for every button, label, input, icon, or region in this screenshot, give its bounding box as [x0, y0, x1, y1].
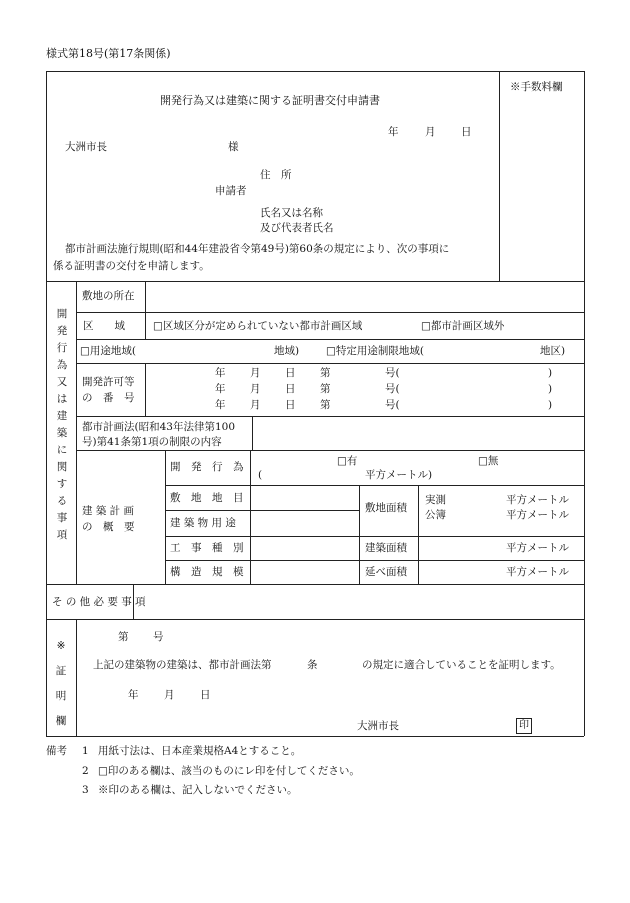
zoning-option-use-district[interactable]: □用途地域( [80, 345, 137, 357]
building-plan-label-divider [165, 450, 166, 584]
structure-scale-label: 構 造 規 模 [170, 566, 244, 578]
row-line-4 [76, 416, 584, 417]
row-line-7 [165, 510, 359, 511]
frame-top [46, 71, 584, 72]
zoning-use-district-end: 地域) [274, 345, 300, 357]
floor-area-label: 延べ面積 [365, 566, 407, 578]
applicant-name-label: 氏名又は名称 [260, 207, 323, 219]
side-label-divider [76, 281, 77, 584]
applicant-label: 申請者 [215, 185, 247, 197]
other-matters-divider [133, 584, 134, 619]
area-division-option-no-classification[interactable]: □区域区分が定められていない都市計画区域 [153, 320, 363, 332]
applicant-representative-label: 及び代表者氏名 [260, 222, 334, 234]
date-month: 月 [425, 126, 436, 138]
development-act-label: 開 発 行 為 [170, 461, 244, 473]
notes-label: 備考 [46, 745, 67, 757]
development-act-yes[interactable]: □有 [337, 455, 358, 467]
permit-number-label-2: の 番 号 [82, 392, 135, 404]
note-3-number: 3 [82, 784, 89, 796]
cert-side-label: ※ 証 明 欄 [55, 640, 67, 727]
row-line-1 [76, 312, 584, 313]
zoning-specific-use-end: 地区) [540, 345, 566, 357]
building-plan-label-1: 建 築 計 画 [82, 505, 135, 517]
article41-divider [252, 416, 253, 450]
document-page: 様式第18号(第17条関係) ※手数料欄 開発行為又は建築に関する証明書交付申請書 年 月 日 大洲市長 様 住 所 申請者 氏名又は名称 及び代表者氏名 都市計画法施行規則(昭和44年建設省令第49号)第60条の規定により、次の事項に 係る証明書の交付を申請します。 開 発 行 為 又 は 建 築 に 関 す る 事 項 敷地の所在 区 域 □区域区分が定められていない都市計画区域 □都市計画区域外 □用途地域( 地域) □特定用途制限地域( 地区) 開発許可等 の 番 号 年 月 日 第 号( ) 年 月 日 第 号( ) 年 月 日 第 号( ) 都市計画法(昭和43年法律第100 号)第41条第1項の制限の内容 建 築 計 画 の 概 要 開 発 行 為 □有 □無 ( 平方メートル) 敷 地 地 目 敷地面積 実測 平方メートル 公簿 平方メートル 建 築 物 用 途 工 事 種 別 建築面積 平方メートル 構 造 規 模 延べ面積 平方メートル そ の 他 必 要 事 項 ※ 証 明 欄 第 号 上記の建築物の建築は、都市計画法第 条 の規定に適合していることを証明します。 年 月 日 大洲市長 印 備考 1 用紙寸法は、日本産業規格A4とすること。 2 □印のある欄は、該当のものにレ印を付してください。 3 ※印のある欄は、記入しないでください。 [0, 0, 630, 903]
building-use-label: 建 築 物 用 途 [170, 517, 236, 529]
frame-bottom [46, 736, 584, 737]
building-area-unit: 平方メートル [506, 542, 569, 554]
permit-number-label-1: 開発許可等 [82, 376, 135, 388]
note-1: 用紙寸法は、日本産業規格A4とすること。 [98, 745, 302, 757]
header-separator [46, 281, 584, 282]
row-line-3 [76, 363, 584, 364]
building-plan-label-2: の 概 要 [82, 521, 135, 533]
date-year: 年 [388, 126, 399, 138]
site-area-registered-unit: 平方メートル [506, 509, 569, 521]
fee-column-divider [499, 71, 500, 281]
article41-label-1: 都市計画法(昭和43年法律第100 [82, 421, 235, 433]
note-3: ※印のある欄は、記入しないでください。 [98, 784, 298, 796]
site-location-divider [145, 281, 146, 312]
area-value-divider [418, 485, 419, 584]
cert-date-month: 月 [164, 689, 175, 701]
date-day: 日 [461, 126, 472, 138]
cert-date-year: 年 [128, 689, 139, 701]
side-label-development-matters: 開 発 行 為 又 は 建 築 に 関 す る 事 項 [56, 308, 68, 541]
work-type-label: 工 事 種 別 [170, 542, 244, 554]
form-title: 開発行為又は建築に関する証明書交付申請書 [160, 94, 380, 107]
area-label-divider [359, 485, 360, 584]
row-line-6 [165, 485, 584, 486]
frame-right [584, 71, 585, 736]
floor-area-unit: 平方メートル [506, 566, 569, 578]
site-area-measured-label: 実測 [425, 494, 446, 506]
site-location-label: 敷地の所在 [82, 290, 135, 302]
article41-label-2: 号)第41条第1項の制限の内容 [82, 436, 222, 448]
development-act-no[interactable]: □無 [478, 455, 499, 467]
site-area-registered-label: 公簿 [425, 509, 446, 521]
row-line-5 [76, 450, 584, 451]
seal-mark: 印 [516, 718, 532, 734]
zoning-option-specific-use[interactable]: □特定用途制限地域( [326, 345, 425, 357]
frame-left [46, 71, 47, 736]
site-area-label: 敷地面積 [365, 502, 407, 514]
row-line-8 [165, 536, 584, 537]
area-division-option-outside[interactable]: □都市計画区域外 [421, 320, 505, 332]
lot-category-label: 敷 地 地 目 [170, 492, 244, 504]
note-2-number: 2 [82, 765, 89, 777]
request-text-line2: 係る証明書の交付を申請します。 [53, 260, 210, 272]
cert-date-day: 日 [200, 689, 211, 701]
cert-number-go: 号 [153, 631, 164, 643]
cert-number-dai: 第 [118, 631, 129, 643]
applicant-address-label: 住 所 [260, 169, 292, 181]
building-plan-item-divider [250, 450, 251, 584]
cert-mayor: 大洲市長 [357, 720, 399, 732]
permit-number-divider [145, 363, 146, 416]
site-area-measured-unit: 平方メートル [506, 494, 569, 506]
row-line-2 [76, 339, 584, 340]
cert-side-divider [76, 619, 77, 736]
development-act-paren-open: ( [258, 469, 263, 481]
row-line-10 [46, 584, 584, 585]
cert-text-1: 上記の建築物の建築は、都市計画法第 [93, 659, 272, 671]
building-area-label: 建築面積 [365, 542, 407, 554]
addressee: 大洲市長 [65, 141, 107, 153]
area-division-divider [145, 312, 146, 339]
honorific: 様 [228, 141, 239, 153]
area-division-label: 区 域 [83, 320, 125, 332]
request-text-line1: 都市計画法施行規則(昭和44年建設省令第49号)第60条の規定により、次の事項に [65, 243, 450, 255]
row-line-9 [165, 560, 584, 561]
cert-text-2: の規定に適合していることを証明します。 [362, 659, 561, 671]
cert-text-article: 条 [307, 659, 318, 671]
form-number: 様式第18号(第17条関係) [46, 47, 171, 60]
note-1-number: 1 [82, 745, 89, 757]
development-act-sqm: 平方メートル) [365, 469, 433, 481]
other-matters-label: そ の 他 必 要 事 項 [52, 596, 146, 608]
note-2: □印のある欄は、該当のものにレ印を付してください。 [98, 765, 360, 777]
row-line-11 [46, 619, 584, 620]
fee-column-label: ※手数料欄 [510, 81, 563, 93]
